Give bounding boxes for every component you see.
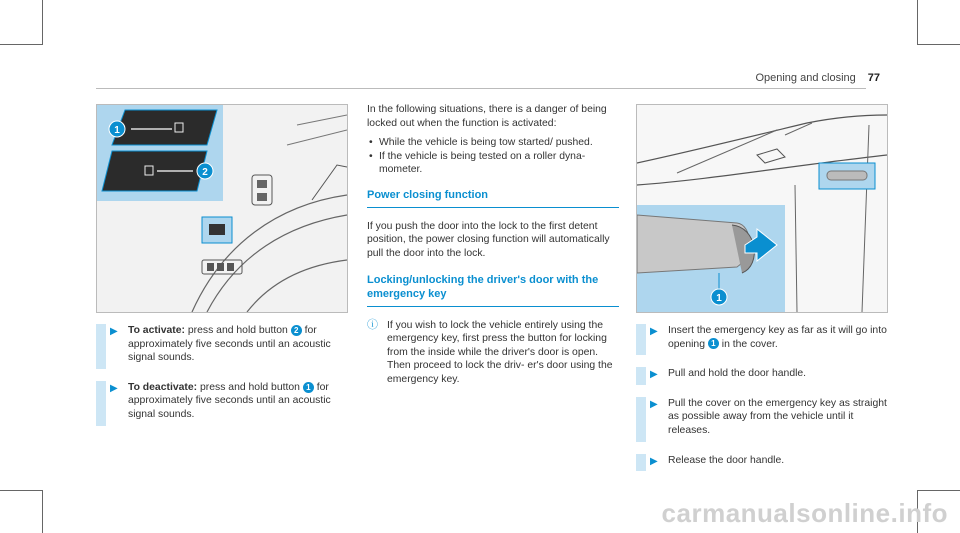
badge-2: 2 [291,325,302,336]
arrow-icon: ▶ [110,326,118,337]
note-block [367,319,619,387]
callout-2: 2 [202,167,208,178]
crop-mark [918,490,960,491]
intro-text: In the following situations, there is a danger of being locked out when the function is activated: [367,104,607,129]
power-closing-heading: Power closing function [367,188,489,201]
heading-rule [367,207,619,208]
note-text: If you wish to lock the vehicle entirely using the emergency key, first press the button for locking from the inside while the driver's door is open. Then proceed to lock the driv- er's door using the emergency key. [387,319,613,385]
crop-mark [918,44,960,45]
power-closing-text: If you push the door into the lock to the first detent position, the power closing function will automatically pull the door into the lock. [367,220,610,259]
step-deactivate: ▶ To deactivate: press and hold button 1 for approximately five seconds until an acoustic signal sounds. [96,381,348,422]
arrow-icon: ▶ [110,382,118,394]
door-panel-illustration [97,105,347,312]
callout-1: 1 [114,125,120,136]
arrow-icon: ▶ [650,326,658,337]
arrow-icon: ▶ [650,455,658,467]
crop-mark [42,0,43,45]
step-release-handle: ▶ Release the door handle. [636,454,888,468]
middle-column [367,103,619,387]
step-label: To deactivate: [128,381,198,393]
callout-1: 1 [716,293,722,304]
note-icon: ⓘ [367,318,378,331]
right-column [636,324,888,483]
page-header [755,72,880,84]
step-activate: ▶ To activate: press and hold button 2 for approximately five seconds until an acoustic signal sounds. [96,324,348,365]
badge-1: 1 [708,338,719,349]
door-handle-illustration [637,105,887,312]
bullet-list [367,136,619,177]
step-pull-handle: ▶ Pull and hold the door handle. [636,367,888,381]
crop-mark [0,44,42,45]
heading-rule [367,306,619,307]
step-insert-key: ▶ Insert the emergency key as far as it will go into opening 1 in the cover. [636,324,888,351]
badge-1: 1 [303,382,314,393]
crop-mark [0,490,42,491]
crop-mark [42,490,43,533]
door-panel-figure [96,104,348,313]
section-title: Opening and closing [755,72,856,84]
crop-mark [917,0,918,45]
emergency-key-heading: Locking/unlocking the driver's door with the emergency key [367,274,599,300]
list-item: • If the vehicle is being tested on a roller dyna- mometer. [367,150,619,177]
arrow-icon: ▶ [650,369,658,381]
arrow-icon: ▶ [650,398,658,410]
list-item: • While the vehicle is being tow started/ pushed. [367,136,619,150]
step-label: To activate: [128,325,185,336]
step-pull-cover: ▶ Pull the cover on the emergency key as straight as possible away from the vehicle until it releases. [636,397,888,438]
door-handle-figure [636,104,888,313]
watermark: carmanualsonline.info [661,498,948,528]
left-column [96,324,348,438]
header-divider [96,88,866,89]
page-number: 77 [867,72,880,84]
